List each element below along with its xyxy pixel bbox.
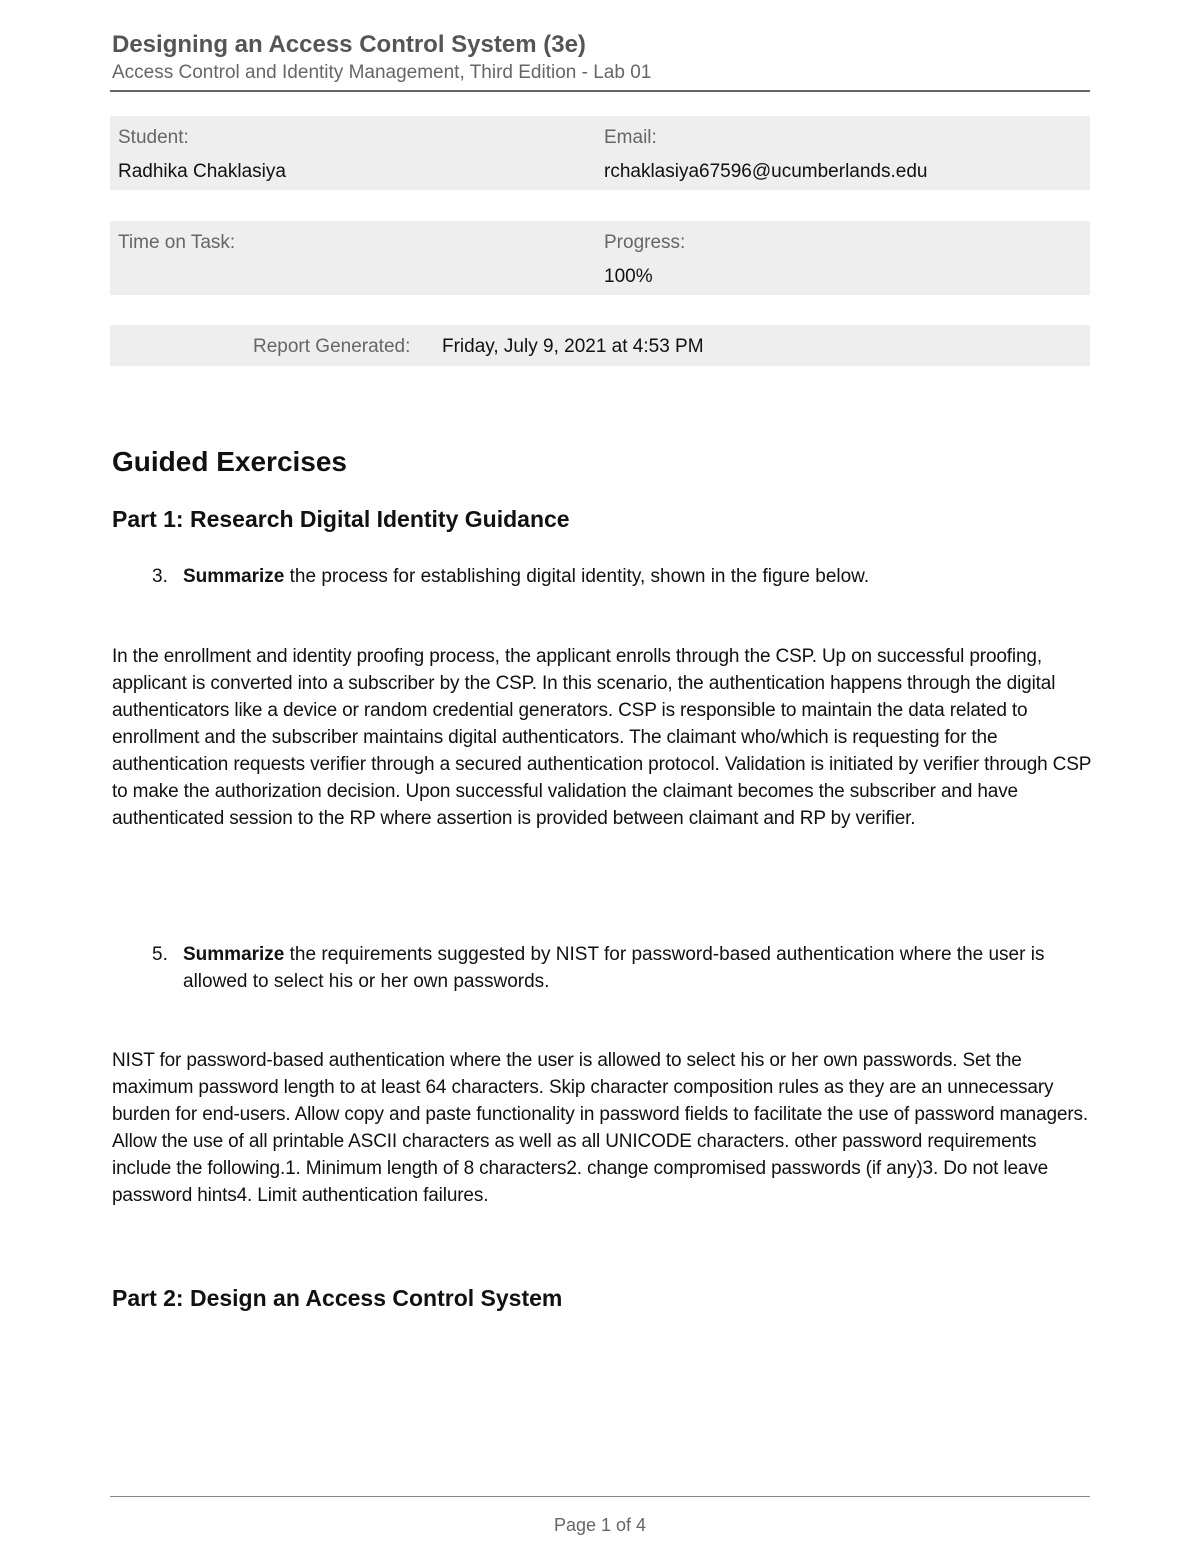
document-subtitle: Access Control and Identity Management, Third Edition - Lab 01 [112, 62, 652, 83]
document-page [110, 0, 1090, 1553]
progress-label: Progress: [604, 232, 686, 253]
header-divider [110, 90, 1090, 92]
student-name: Radhika Chaklasiya [118, 161, 286, 182]
question-verb: Summarize [183, 566, 285, 587]
page-number: Page 1 of 4 [553, 1515, 647, 1535]
part-2-heading: Part 2: Design an Access Control System [112, 1285, 563, 1311]
answer-question-3: In the enrollment and identity proofing process, the applicant enrolls through the CSP. Up on successful proofing, applicant is converted into a subscriber by the CSP. In this scenario, the authentication happens through the digital authenticators like a device or random credential generators. CSP is responsible to maintain the data related to enrollment and the subscriber maintains digital authenticators. The claimant who/which is requesting for the authentication requests verifier through a secured authentication protocol. Validation is initiated by verifier through CSP to make the authorization decision. Upon successful validation the claimant becomes the subscriber and have authenticated session to the RP where assertion is provided between claimant and RP by verifier. [112, 646, 1091, 829]
report-generated-box [110, 325, 1090, 366]
question-3 [152, 563, 1062, 590]
report-generated-value: Friday, July 9, 2021 at 4:53 PM [442, 336, 704, 357]
question-5 [152, 941, 1062, 995]
question-number: 5. [152, 944, 168, 965]
student-label: Student: [118, 127, 189, 148]
question-number: 3. [152, 566, 168, 587]
report-generated-label: Report Generated: [253, 336, 411, 357]
progress-info-box [110, 221, 1090, 295]
question-verb: Summarize [183, 944, 285, 965]
question-text [183, 941, 1062, 995]
question-body: the process for establishing digital identity, shown in the figure below. [284, 566, 870, 587]
section-title-guided-exercises: Guided Exercises [112, 446, 348, 477]
document-title: Designing an Access Control System (3e) [112, 31, 586, 58]
email-label: Email: [604, 127, 657, 148]
email-value: rchaklasiya67596@ucumberlands.edu [604, 161, 928, 182]
progress-value: 100% [604, 266, 653, 287]
student-info-box [110, 116, 1090, 190]
time-on-task-label: Time on Task: [118, 232, 236, 253]
part-1-heading: Part 1: Research Digital Identity Guidance [112, 506, 570, 532]
footer-divider [110, 1496, 1090, 1497]
question-body: the requirements suggested by NIST for password-based authentication where the user is allowed to select his or her own passwords. [183, 944, 1045, 992]
answer-question-5: NIST for password-based authentication where the user is allowed to select his or her own passwords. Set the maximum password length to at least 64 characters. Skip character composition rules as they are an unnecessary burden for end-users. Allow copy and paste functionality in password fields to facilitate the use of password managers. Allow the use of all printable ASCII characters as well as all UNICODE characters. other password requirements include the following.1. Minimum length of 8 characters2. change compromised passwords (if any)3. Do not leave password hints4. Limit authentication failures. [112, 1050, 1088, 1206]
question-text [183, 563, 1062, 590]
